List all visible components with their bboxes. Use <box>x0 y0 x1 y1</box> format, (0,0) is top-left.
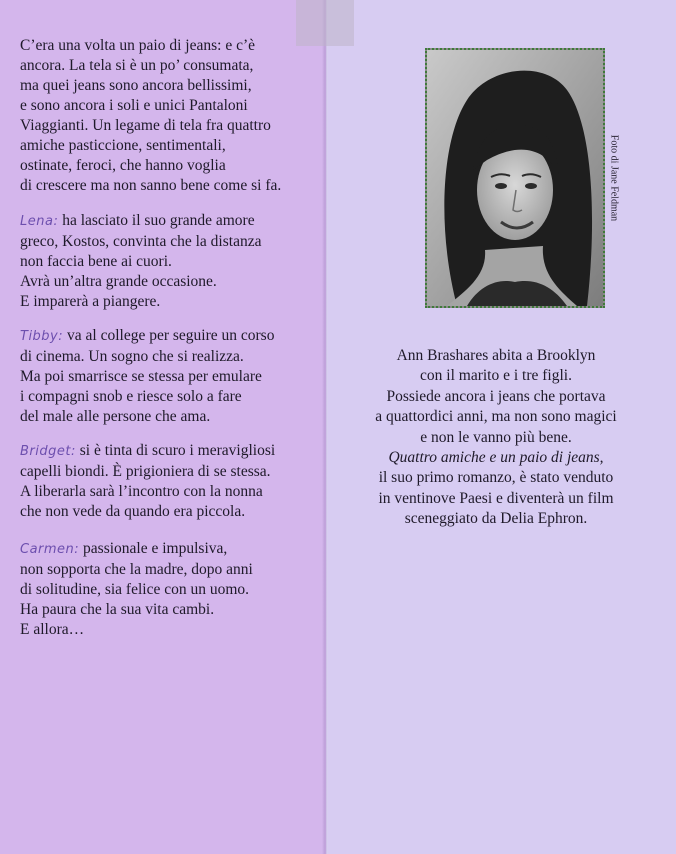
intro-line: ancora. La tela si è un po’ consumata, <box>20 57 254 74</box>
character-line: di cinema. Un sogno che si realizza. <box>20 348 244 365</box>
character-first-line <box>20 211 322 232</box>
author-photo <box>425 48 605 308</box>
character-bridget <box>20 441 322 522</box>
intro-line: C’era una volta un paio di jeans: e c’è <box>20 37 255 54</box>
character-first-line <box>20 539 322 560</box>
character-line: non faccia bene ai cuori. <box>20 253 172 270</box>
character-line: E imparerà a piangere. <box>20 293 161 310</box>
bio-line: il suo primo romanzo, è stato venduto <box>378 469 614 487</box>
character-line: i compagni snob e riesce solo a fare <box>20 388 242 405</box>
character-line: Avrà un’altra grande occasione. <box>20 273 217 290</box>
character-line: che non vede da quando era piccola. <box>20 503 246 520</box>
character-line: greco, Kostos, convinta che la distanza <box>20 233 262 250</box>
character-line: di solitudine, sia felice con un uomo. <box>20 581 250 598</box>
intro-line: ma quei jeans sono ancora bellissimi, <box>20 77 252 94</box>
bio-line: sceneggiato da Delia Ephron. <box>404 510 588 528</box>
bio-line: a quattordici anni, ma non sono magici <box>375 408 617 426</box>
character-name: Lena: <box>20 214 59 229</box>
bio-line: con il marito e i tre figli. <box>420 367 572 385</box>
character-first-line <box>20 326 322 347</box>
intro-line: ostinate, feroci, che hanno voglia <box>20 157 226 174</box>
character-line: capelli biondi. È prigioniera di se stessa. <box>20 463 271 480</box>
intro-paragraph <box>20 36 322 196</box>
intro-line: di crescere ma non sanno bene come si fa. <box>20 177 282 194</box>
character-line: non sopporta che la madre, dopo anni <box>20 561 253 578</box>
character-line: E allora… <box>20 621 85 638</box>
bio-line: e non le vanno più bene. <box>420 428 572 446</box>
photo-credit: Foto di Jane Feldman <box>608 134 620 222</box>
author-portrait-image <box>427 50 603 306</box>
bio-line: in ventinove Paesi e diventerà un film <box>378 489 614 507</box>
character-line: del male alle persone che ama. <box>20 408 211 425</box>
character-text: si è tinta di scuro i meravigliosi <box>75 442 276 459</box>
character-line: Ha paura che la sua vita cambi. <box>20 601 215 618</box>
intro-line: e sono ancora i soli e unici Pantaloni <box>20 97 248 114</box>
intro-line: amiche pasticcione, sentimentali, <box>20 137 226 154</box>
character-text: va al college per seguire un corso <box>63 327 275 344</box>
character-text: passionale e impulsiva, <box>79 540 228 557</box>
character-line: A liberarla sarà l’incontro con la nonna <box>20 483 263 500</box>
intro-line: Viaggianti. Un legame di tela fra quattro <box>20 117 271 134</box>
character-name: Tibby: <box>20 329 64 344</box>
character-first-line <box>20 441 322 462</box>
character-text: ha lasciato il suo grande amore <box>58 212 255 229</box>
author-bio <box>346 346 646 530</box>
fold-line <box>322 0 328 854</box>
bio-line: Ann Brashares abita a Brooklyn <box>396 347 596 364</box>
character-carmen <box>20 539 322 640</box>
character-tibby <box>20 326 322 427</box>
bio-line: Possiede ancora i jeans che portava <box>386 387 606 405</box>
book-title: Quattro amiche e un paio di jeans, <box>388 449 604 467</box>
character-lena <box>20 211 322 312</box>
character-name: Bridget: <box>20 444 76 459</box>
character-name: Carmen: <box>20 542 80 557</box>
character-line: Ma poi smarrisce se stessa per emulare <box>20 368 262 385</box>
